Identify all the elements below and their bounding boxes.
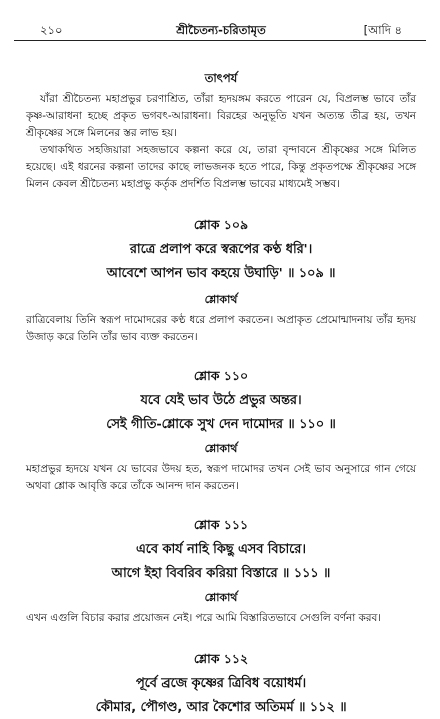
purport-paragraph: যাঁরা শ্রীচৈতন্য মহাপ্রভুর চরণাশ্রিত, তাঁরা হৃদয়ঙ্গম করতে পারেন যে, বিপ্রলম্ভ ভাবে তাঁর কৃষ্ণ-আরাধনা হচ্ছে প্রকৃত ভগবৎ-আরাধনা। বিরহের অনুভূতি যখন অত্যন্ত তীব্র হয়, তখন শ্রীকৃষ্ণের সঙ্গে মিলনের স্তর লাভ হয়। bbox=[26, 93, 416, 139]
verse-line: সেই গীতি-শ্লোকে সুখ দেন দামোদর ॥ ১১০ ॥ bbox=[106, 417, 336, 432]
verse-line: এবে কার্য নাহি কিছু এসব বিচারে। bbox=[136, 542, 306, 557]
verse-line: পূর্বে ব্রজে কৃষ্ণের ত্রিবিধ বয়োধর্ম। bbox=[135, 676, 307, 691]
verse-number: শ্লোক ১১১ bbox=[193, 517, 249, 532]
translation-heading: শ্লোকার্থ bbox=[204, 591, 238, 604]
translation-heading: শ্লোকার্থ bbox=[204, 442, 238, 455]
verse-number: শ্লোক ১১০ bbox=[193, 368, 249, 383]
verse-line: কৌমার, পৌগণ্ড, আর কৈশোর অতিমর্ম ॥ ১১২ ॥ bbox=[95, 700, 347, 715]
page-number: ২১০ bbox=[40, 23, 63, 37]
translation-text: রাত্রিবেলায় তিনি স্বরূপ দামোদরের কণ্ঠ ধরে প্রলাপ করতেন। অপ্রাকৃত প্রেমোন্মাদনায় তাঁর হৃদয় উজাড় করে তিনি তাঁর ভাব ব্যক্ত করতেন। bbox=[26, 314, 416, 343]
verse-number: শ্লোক ১১২ bbox=[193, 651, 249, 666]
verse-line: আগে ইহা বিবরিব করিয়া বিস্তারে ॥ ১১১ ॥ bbox=[111, 566, 331, 581]
section-label: [আদি ৪ bbox=[363, 23, 402, 37]
translation-text: মহাপ্রভুর হৃদয়ে যখন যে ভাবের উদয় হত, স্বরূপ দামোদর তখন সেই ভাব অনুসারে গান গেয়ে অথবা শ্লোক আবৃত্তি করে তাঁকে আনন্দ দান করতেন। bbox=[26, 463, 416, 492]
translation-text: এখন এগুলি বিচার করার প্রয়োজন নেই। পরে আমি বিস্তারিতভাবে সেগুলি বর্ণনা করব। bbox=[26, 612, 382, 624]
book-title: শ্রীচৈতন্য-চরিতামৃত bbox=[176, 23, 266, 37]
translation-heading: শ্লোকার্থ bbox=[204, 293, 238, 306]
verse-line: আবেশে আপন ভাব কহয়ে উঘাড়ি' ॥ ১০৯ ॥ bbox=[106, 266, 336, 281]
verse-line: রাত্রে প্রলাপ করে স্বরূপের কণ্ঠ ধরি'। bbox=[129, 242, 313, 257]
purport-heading: তাৎপর্য bbox=[204, 71, 238, 85]
verse-number: শ্লোক ১০৯ bbox=[193, 217, 249, 232]
purport-paragraph: তথাকথিত সহজিয়ারা সহজভাবে কল্পনা করে যে, তারা বৃন্দাবনে শ্রীকৃষ্ণের সঙ্গে মিলিত হয়েছে। এই ধরনের কল্পনা তাদের কাছে লাভজনক হতে পারে, কিন্তু প্রকৃতপক্ষে শ্রীকৃষ্ণের সঙ্গে মিলন কেবল শ্রীচৈতন্য মহাপ্রভু কর্তৃক প্রদর্শিত বিপ্রলম্ভ ভাবের মাধ্যমেই সম্ভব। bbox=[26, 144, 416, 190]
header-rule bbox=[14, 40, 426, 41]
verse-line: যবে যেই ভাব উঠে প্রভুর অন্তর। bbox=[140, 393, 302, 408]
running-header bbox=[26, 0, 416, 40]
